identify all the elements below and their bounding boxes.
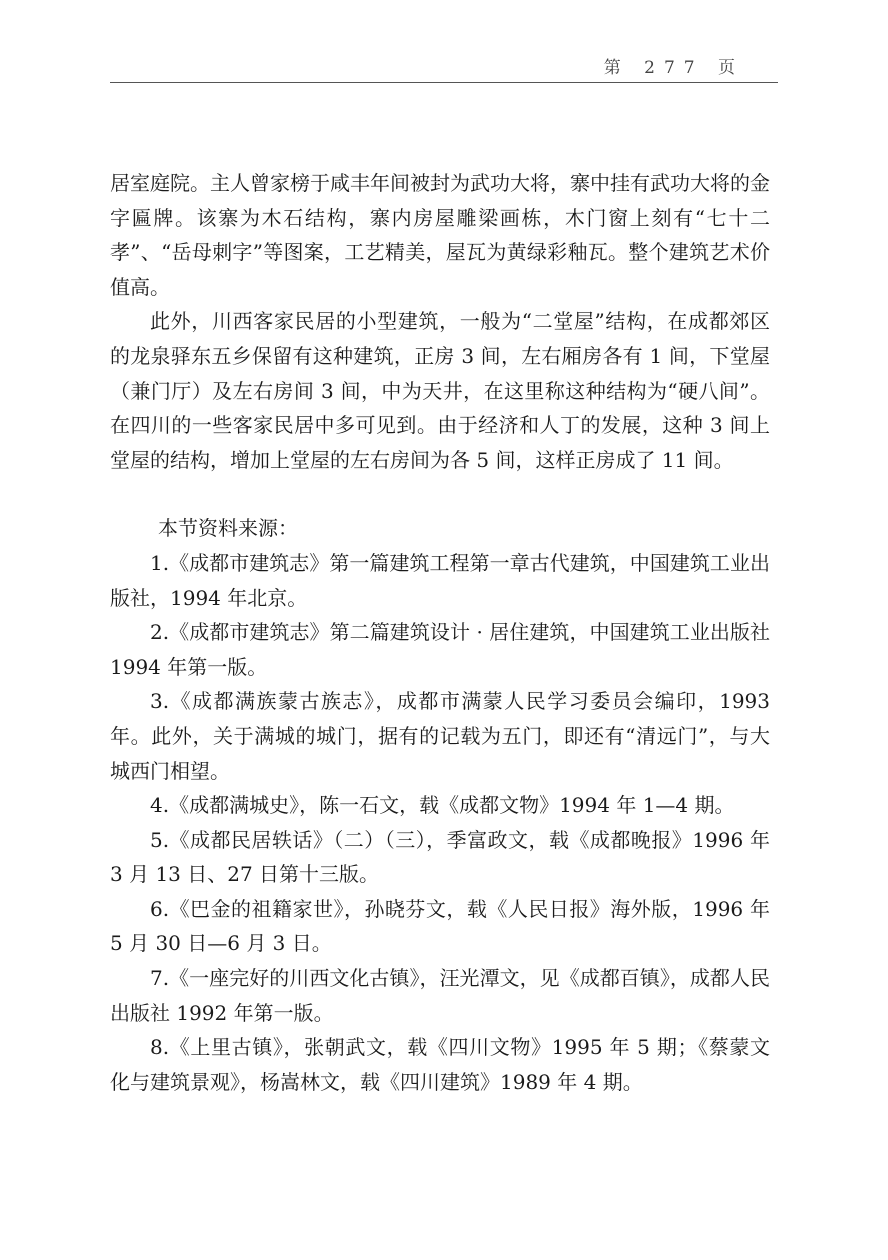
source-item: 1.《成都市建筑志》第一篇建筑工程第一章古代建筑，中国建筑工业出版社，1994 年北京。: [110, 550, 770, 610]
source-item: 6.《巴金的祖籍家世》，孙晓芬文，载《人民日报》海外版，1996 年 5 月 30 日—6 月 3 日。: [110, 896, 770, 956]
page-header: [110, 50, 778, 83]
sources-title: 本节资料来源：: [158, 516, 298, 541]
section-gap: [110, 477, 770, 511]
source-item: 8.《上里古镇》，张朝武文，载《四川文物》1995 年 5 期；《蔡蒙文化与建筑景观》，杨嵩林文，载《四川建筑》1989 年 4 期。: [110, 1035, 770, 1094]
page-number: 第 277 页: [603, 58, 744, 78]
body-paragraph: 居室庭院。主人曾家榜于咸丰年间被封为武功大将，寨中挂有武功大将的金字匾牌。该寨为木石结构，寨内房屋雕梁画栋，木门窗上刻有“七十二孝”、“岳母刺字”等图案，工艺精美，屋瓦为黄绿彩釉瓦。整个建筑艺术价值高。: [110, 171, 770, 299]
page-content: [110, 166, 770, 1099]
source-item: 5.《成都民居轶话》（二）（三），季富政文，载《成都晚报》1996 年 3 月 13 日、27 日第十三版。: [110, 827, 770, 887]
body-paragraph: 此外，川西客家民居的小型建筑，一般为“二堂屋”结构，在成都郊区的龙泉驿东五乡保留有这种建筑，正房 3 间，左右厢房各有 1 间，下堂屋（兼门厅）及左右房间 3 间，中为天井，在这里称这种结构为“硬八间”。在四川的一些客家民居中多可见到。由于经济和人丁的发展，这种 3 间上堂屋的结构，增加上堂屋的左右房间为各 5 间，这样正房成了 11 间。: [110, 309, 770, 472]
source-item: 7.《一座完好的川西文化古镇》，汪光潭文，见《成都百镇》，成都人民出版社 1992 年第一版。: [110, 966, 770, 1025]
source-item: 4.《成都满城史》，陈一石文，载《成都文物》1994 年 1—4 期。: [150, 793, 735, 818]
source-item: 2.《成都市建筑志》第二篇建筑设计 · 居住建筑，中国建筑工业出版社 1994 年第一版。: [110, 620, 770, 679]
source-item: 3.《成都满族蒙古族志》，成都市满蒙人民学习委员会编印，1993 年。此外，关于满城的城门，据有的记载为五门，即还有“清远门”，与大城西门相望。: [110, 689, 770, 783]
